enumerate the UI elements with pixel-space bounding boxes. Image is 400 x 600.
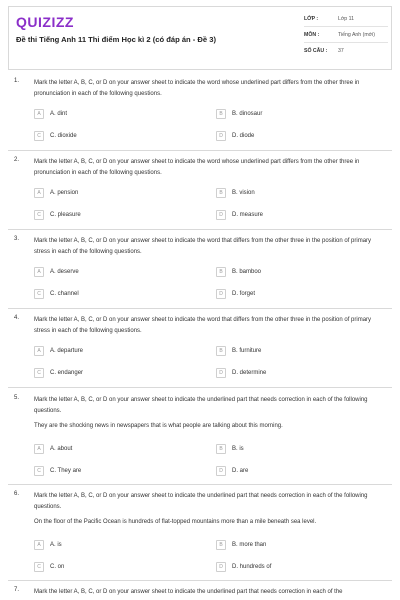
option-letter-box: A [34,346,44,356]
option-text: D. measure [232,212,264,218]
meta-value: 37 [338,48,344,54]
divider [8,229,392,230]
option-text: A. is [50,542,62,548]
option-letter-box: C [34,289,44,299]
option-letter-box: C [34,562,44,572]
option-b[interactable] [216,109,262,119]
option-c[interactable] [34,131,77,141]
question-text: Mark the letter A, B, C, or D on your answer sheet to indicate the word whose underlined part differs from the other three in pronunciation in each of the following questions. [34,159,360,176]
option-a[interactable] [34,267,79,277]
option-c[interactable] [34,466,81,476]
option-text: A. about [50,446,73,452]
option-text: D. are [232,468,249,474]
option-text: C. They are [50,468,82,474]
option-letter-box: D [216,466,226,476]
option-text: D. determine [232,370,267,376]
option-letter-box: B [216,109,226,119]
option-text: C. pleasure [50,212,81,218]
option-text: D. diode [232,133,255,139]
option-text: C. dioxide [50,133,77,139]
question-text: Mark the letter A, B, C, or D on your answer sheet to indicate the underlined part that needs correction in each of the [34,589,343,595]
option-letter-box: A [34,188,44,198]
quiz-header [8,6,392,70]
option-text: B. furniture [232,348,262,354]
option-letter-box: B [216,444,226,454]
option-text: B. bamboo [232,269,262,275]
option-text: B. more than [232,542,267,548]
option-a[interactable] [34,540,62,550]
option-b[interactable] [216,540,266,550]
option-b[interactable] [216,267,261,277]
meta-row-grade [304,11,388,27]
meta-value: Lớp 11 [338,15,354,22]
page-title: Đề thi Tiếng Anh 11 Thi điểm Học kì 2 (có đáp án - Đề 3) [16,35,217,44]
option-a[interactable] [34,109,67,119]
option-letter-box: D [216,210,226,220]
option-letter-box: D [216,368,226,378]
option-text: B. vision [232,190,255,196]
option-d[interactable] [216,131,254,141]
option-text: D. forget [232,291,256,297]
divider [8,150,392,151]
option-letter-box: B [216,267,226,277]
question-text: Mark the letter A, B, C, or D on your answer sheet to indicate the word that differs from the other three in the position of primary stress in each of the following questions. [34,317,372,334]
option-b[interactable] [216,444,244,454]
option-letter-box: C [34,368,44,378]
question-text: Mark the letter A, B, C, or D on your answer sheet to indicate the underlined part that needs correction in each of the following questions. [34,397,368,414]
question-number: 1. [14,78,20,84]
option-d[interactable] [216,210,263,220]
option-text: A. dint [50,111,68,117]
option-d[interactable] [216,466,248,476]
question-number: 2. [14,157,20,163]
quizizz-logo: QUIZIZZ [16,14,74,30]
meta-row-subject [304,27,388,43]
question-number: 5. [14,395,20,401]
question-number: 6. [14,491,20,497]
option-text: B. is [232,446,244,452]
divider [8,387,392,388]
meta-label: SỐ CÂU : [304,48,328,54]
question-text: Mark the letter A, B, C, or D on your answer sheet to indicate the word whose underlined part differs from the other three in pronunciation in each of the following questions. [34,80,360,97]
option-letter-box: B [216,188,226,198]
option-letter-box: D [216,289,226,299]
question-text: Mark the letter A, B, C, or D on your answer sheet to indicate the underlined part that needs correction in each of the following questions. [34,493,368,510]
option-letter-box: C [34,210,44,220]
meta-row-count [304,43,388,59]
option-text: D. hundreds of [232,564,272,570]
option-a[interactable] [34,346,83,356]
option-d[interactable] [216,562,271,572]
option-text: C. on [50,564,65,570]
divider [8,308,392,309]
option-b[interactable] [216,346,261,356]
quiz-meta [304,11,388,59]
meta-label: MÔN : [304,31,320,38]
question-sentence: They are the shocking news in newspapers that is what people are talking about this morning. [34,423,283,429]
option-letter-box: A [34,444,44,454]
option-text: A. departure [50,348,84,354]
question-number: 4. [14,315,20,321]
option-letter-box: B [216,540,226,550]
option-text: A. deserve [50,269,79,275]
option-c[interactable] [34,289,79,299]
meta-label: LỚP : [304,15,319,22]
option-b[interactable] [216,188,255,198]
option-c[interactable] [34,562,64,572]
option-letter-box: D [216,131,226,141]
option-letter-box: C [34,131,44,141]
question-text: Mark the letter A, B, C, or D on your answer sheet to indicate the word that differs from the other three in the position of primary stress in each of the following questions. [34,238,372,255]
meta-value: Tiếng Anh (mới) [338,31,375,38]
option-c[interactable] [34,210,81,220]
option-letter-box: C [34,466,44,476]
question-number: 7. [14,587,20,593]
option-text: A. pension [50,190,79,196]
option-a[interactable] [34,444,72,454]
option-letter-box: A [34,540,44,550]
option-text: C. channel [50,291,79,297]
option-letter-box: A [34,109,44,119]
question-sentence: On the floor of the Pacific Ocean is hundreds of flat-topped mountains more than a mile beneath sea level. [34,519,317,525]
option-letter-box: A [34,267,44,277]
divider [8,580,392,581]
question-number: 3. [14,236,20,242]
option-letter-box: B [216,346,226,356]
option-text: B. dinosaur [232,111,263,117]
option-d[interactable] [216,289,255,299]
option-letter-box: D [216,562,226,572]
option-d[interactable] [216,368,266,378]
option-a[interactable] [34,188,78,198]
option-text: C. endanger [50,370,84,376]
option-c[interactable] [34,368,83,378]
divider [8,484,392,485]
